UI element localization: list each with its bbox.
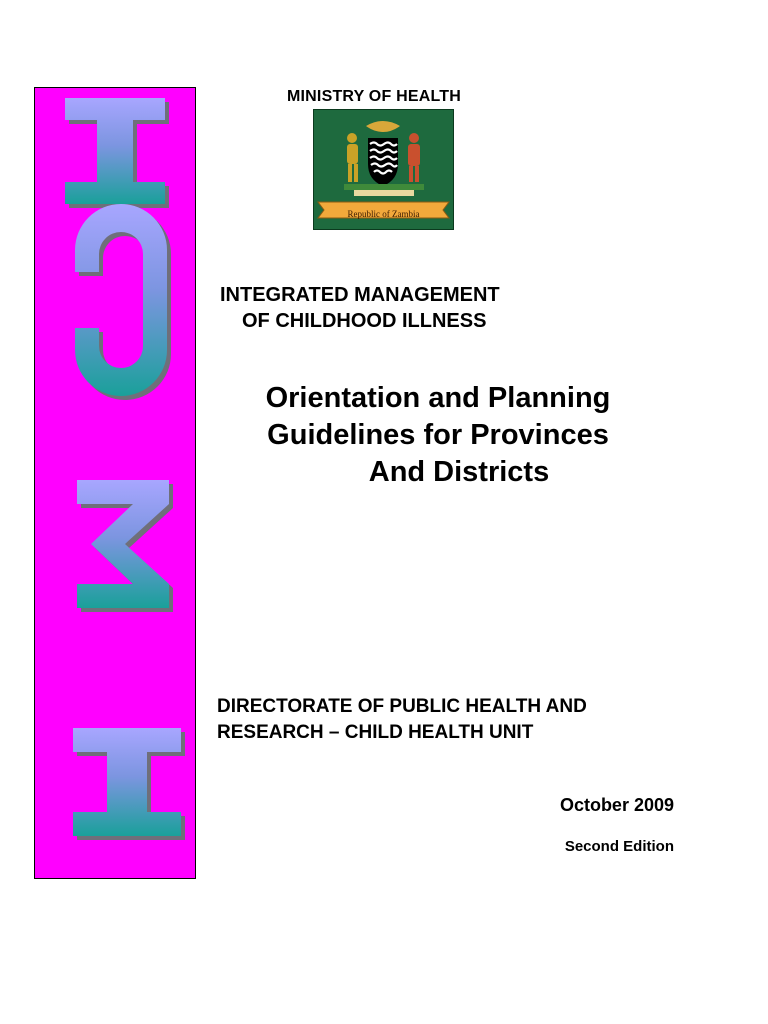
zambia-coat-of-arms	[313, 109, 454, 230]
ministry-heading: MINISTRY OF HEALTH	[287, 88, 461, 105]
document-title-line1: Orientation and Planning	[265, 382, 611, 414]
imci-side-banner	[34, 87, 196, 879]
program-title-line2: OF CHILDHOOD ILLNESS	[242, 310, 487, 332]
program-title	[220, 282, 500, 334]
imci-logo-wordart	[35, 88, 197, 880]
document-title-line3: And Districts	[368, 456, 550, 488]
program-title-line1: INTEGRATED MANAGEMENT	[220, 284, 500, 306]
document-title	[228, 380, 648, 491]
directorate-block	[217, 694, 587, 746]
document-title-line2: Guidelines for Provinces	[267, 419, 609, 451]
letter-m	[77, 480, 169, 608]
directorate-line2: RESEARCH – CHILD HEALTH UNIT	[217, 722, 534, 743]
publication-date: October 2009	[559, 795, 674, 815]
letter-i-bottom	[73, 728, 181, 836]
letter-i-top	[65, 98, 165, 204]
edition-label: Second Edition	[564, 838, 674, 855]
directorate-line1: DIRECTORATE OF PUBLIC HEALTH AND	[217, 696, 587, 717]
emblem-scroll-text: Republic of Zambia	[347, 209, 420, 219]
